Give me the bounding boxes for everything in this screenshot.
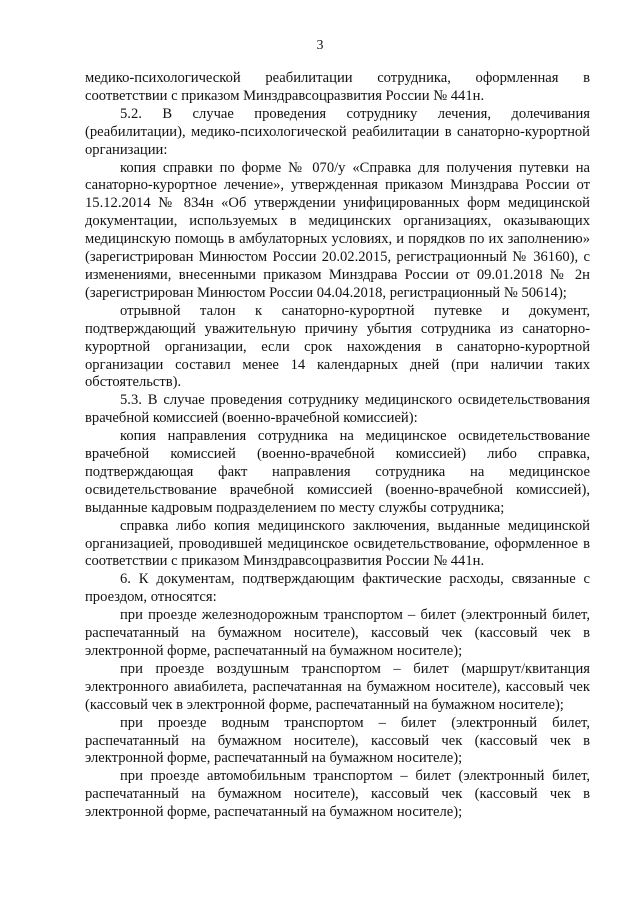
- paragraph-3: копия справки по форме № 070/у «Справка для получения путевки на санаторно-курортное лечение», утвержденная приказом Минздрава России от 15.12.2014 № 834н «Об утверждении унифицированных форм медицинской документации, используемых в медицинских организациях, оказывающих медицинскую помощь в амбулаторных условиях, и порядков по их заполнению» (зарегистрирован Минюстом России 20.02.2015, регистрационный № 36160), с изменениями, внесенными приказом Минздрава России от 09.01.2018 № 2н (зарегистрирован Минюстом России 04.04.2018, регистрационный № 50614);: [85, 159, 590, 301]
- paragraph-6: копия направления сотрудника на медицинское освидетельствование врачебной комиссией (военно-врачебной комиссией) либо справка, подтверждающая факт направления сотрудника на медицинское освидетельствование врачебной комиссией (военно-врачебной комиссией), выданные кадровым подразделением по месту службы сотрудника;: [85, 428, 590, 516]
- paragraph-7: справка либо копия медицинского заключения, выданные медицинской организацией, проводившей медицинское освидетельствование, оформленное в соответствии с приказом Минздравсоцразвития России № 441н.: [85, 517, 590, 570]
- paragraph-9: при проезде железнодорожным транспортом – билет (электронный билет, распечатанный на бумажном носителе), кассовый чек (кассовый чек в электронной форме, распечатанный на бумажном носителе);: [85, 607, 590, 659]
- paragraph-2: 5.2. В случае проведения сотруднику лечения, долечивания (реабилитации), медико-психологической реабилитации в санаторно-курортной организации:: [85, 105, 590, 158]
- paragraph-5: 5.3. В случае проведения сотруднику медицинского освидетельствования врачебной комиссией (военно-врачебной комиссией):: [85, 392, 590, 427]
- paragraph-11: при проезде водным транспортом – билет (электронный билет, распечатанный на бумажном носителе), кассовый чек (кассовый чек в электронной форме, распечатанный на бумажном носителе);: [85, 714, 590, 767]
- paragraph-12: при проезде автомобильным транспортом – билет (электронный билет, распечатанный на бумажном носителе), кассовый чек (кассовый чек в электронной форме, распечатанный на бумажном носителе);: [85, 768, 590, 821]
- document-body: [85, 70, 590, 822]
- page-number: 3: [316, 38, 324, 53]
- paragraph-1: медико-психологической реабилитации сотрудника, оформленная в соответствии с приказом Минздравсоцразвития России № 441н.: [85, 70, 590, 104]
- paragraph-10: при проезде воздушным транспортом – билет (маршрут/квитанция электронного авиабилета, распечатанная на бумажном носителе), кассовый чек (кассовый чек в электронной форме, распечатанный на бумажном носителе);: [85, 660, 590, 713]
- paragraph-8: 6. К документам, подтверждающим фактические расходы, связанные с проездом, относятся:: [85, 571, 590, 606]
- paragraph-4: отрывной талон к санаторно-курортной путевке и документ, подтверждающий уважительную причину убытия сотрудника из санаторно-курортной организации, если срок нахождения в санаторно-курортной организации составил менее 14 календарных дней (при наличии таких обстоятельств).: [85, 302, 590, 391]
